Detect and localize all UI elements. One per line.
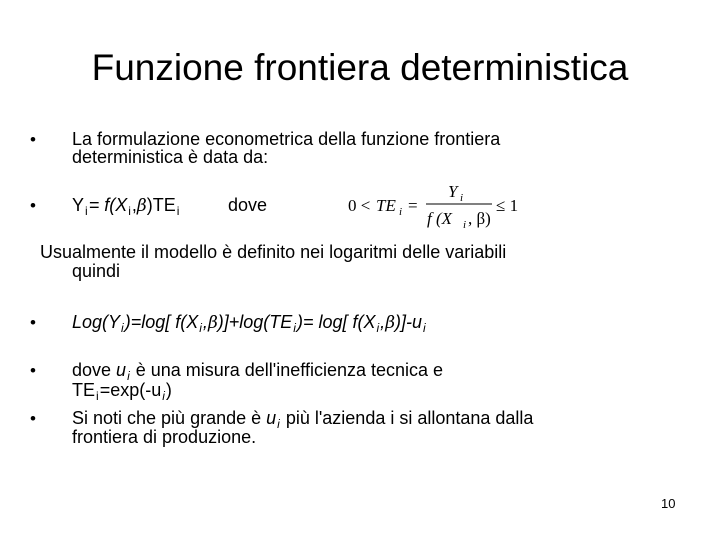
log-equation: [72, 312, 427, 334]
text-part: dove: [72, 360, 117, 380]
bullet-marker: •: [30, 409, 36, 428]
page-number: 10: [661, 496, 676, 511]
exp-term: =exp(-u: [99, 380, 162, 400]
eq-part: Log(Y: [72, 312, 121, 332]
bullet-marker: •: [30, 196, 36, 215]
u-var: u: [266, 408, 277, 428]
formula-denominator: f (X: [427, 209, 453, 228]
formula-eq: =: [408, 196, 418, 215]
subscript: i: [423, 321, 426, 335]
te-term: )TE: [146, 195, 176, 215]
formula-numerator: Y: [448, 182, 458, 201]
formula-te-sub: i: [399, 206, 403, 218]
formula-te: TE: [376, 196, 396, 215]
bullet-marker: •: [30, 313, 36, 332]
comma: ,: [131, 195, 137, 215]
efficiency-formula: [346, 178, 526, 234]
eq-part: )]-u: [395, 312, 423, 332]
bullet5-line2: frontiera di produzione.: [72, 427, 257, 447]
formula-den-sub: i: [463, 219, 467, 231]
subscript: i: [96, 389, 99, 403]
y-var: Y: [72, 195, 85, 215]
comma: ,: [202, 312, 208, 332]
comma: ,: [380, 312, 386, 332]
eq-part: )= log[ f(X: [296, 312, 376, 332]
text-part: più l'azienda i si allontana dalla: [280, 408, 534, 428]
bullet-marker: •: [30, 130, 36, 149]
formula-lhs-zero: 0 <: [348, 196, 371, 215]
close-paren: ): [165, 380, 172, 400]
bullet4-line1: [72, 360, 443, 382]
bullet2-equation: [72, 195, 180, 217]
u-var: u: [116, 360, 127, 380]
subscript: i: [277, 417, 280, 431]
subscript: i: [376, 321, 380, 335]
dove-label: dove: [228, 195, 268, 215]
formula-rhs: ≤ 1: [496, 196, 519, 215]
text-part: è una misura dell'inefficienza tecnica e: [130, 360, 444, 380]
te-term: TE: [72, 380, 96, 400]
formula-den-rest: , β): [468, 209, 491, 228]
paragraph-line2: quindi: [72, 261, 121, 281]
bullet1-line1: La formulazione econometrica della funzione frontiera: [72, 129, 501, 149]
slide-title: Funzione frontiera deterministica: [91, 47, 629, 88]
bullet1-line2: deterministica è data da:: [72, 147, 269, 167]
beta-symbol: β: [136, 196, 147, 216]
text-part: Si noti che più grande è: [72, 408, 267, 428]
subscript: i: [127, 369, 130, 383]
subscript: i: [293, 321, 296, 335]
subscript: i: [121, 321, 124, 335]
eq-part: )]+log(TE: [217, 312, 293, 332]
subscript: i: [162, 389, 165, 403]
subscript: i: [85, 204, 88, 218]
formula-num-sub: i: [460, 192, 464, 204]
bullet4-line2: [72, 380, 172, 402]
beta-symbol: β: [207, 313, 218, 333]
bullet-marker: •: [30, 361, 36, 380]
subscript: i: [128, 204, 131, 218]
subscript: i: [199, 321, 202, 335]
beta-symbol: β: [385, 313, 396, 333]
subscript: i: [176, 204, 180, 218]
f-function: = f(X: [88, 195, 128, 215]
paragraph-line1: Usualmente il modello è definito nei logaritmi delle variabili: [40, 242, 507, 262]
eq-part: )=log[ f(X: [124, 312, 199, 332]
